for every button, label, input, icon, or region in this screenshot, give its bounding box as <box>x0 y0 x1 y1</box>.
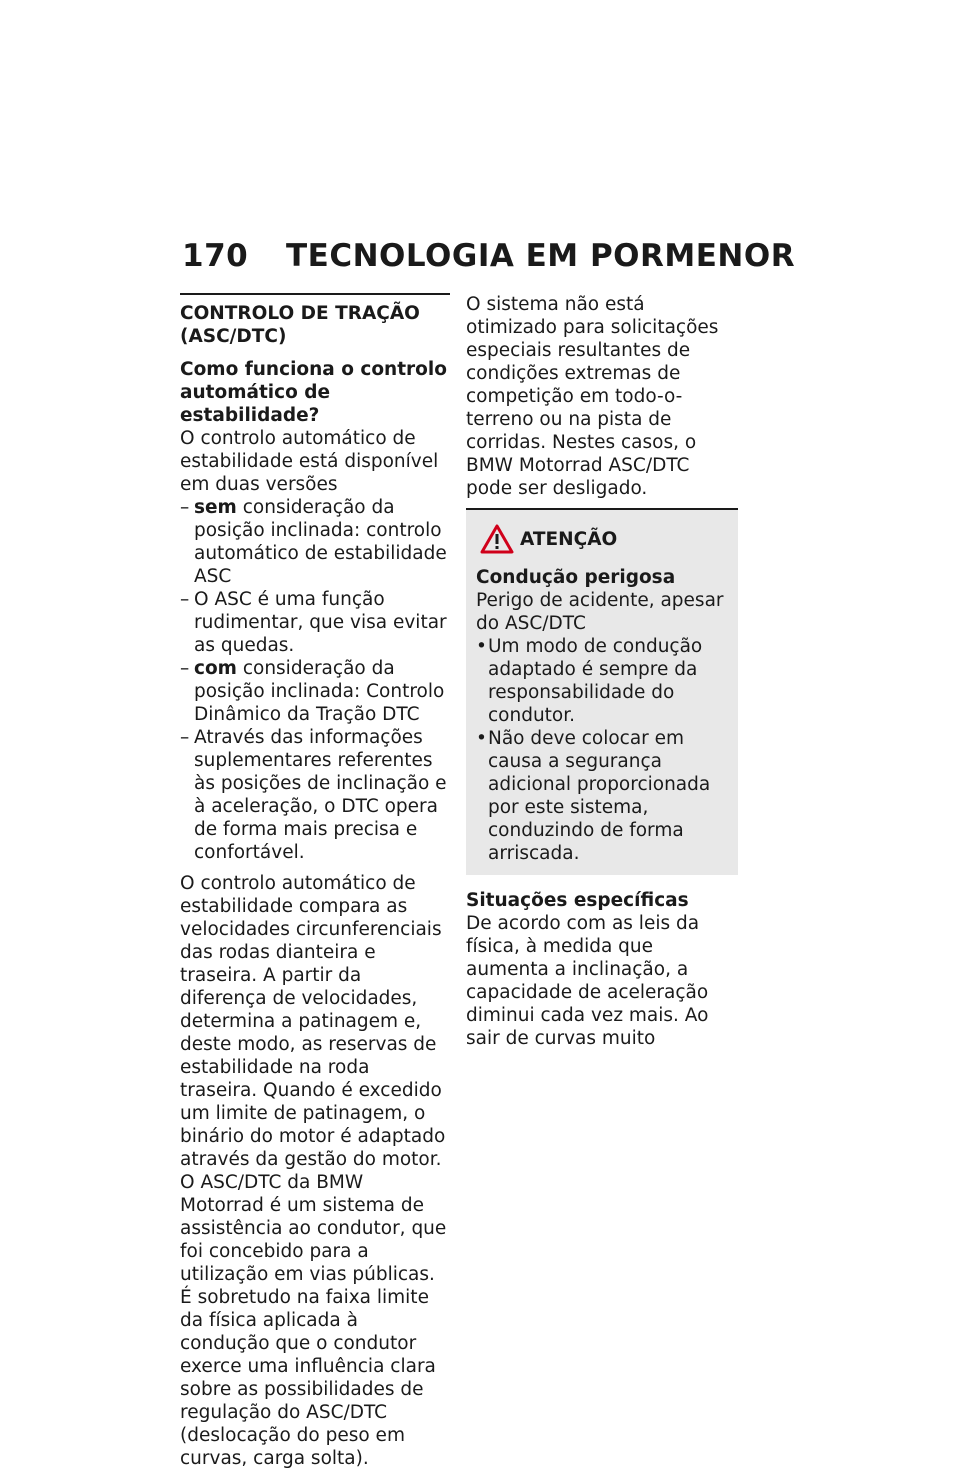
list-item: – sem consideração da posição inclinada: controlo automático de estabilidade ASC <box>180 496 450 588</box>
warning-text: Perigo de acidente, apesar do ASC/DTC <box>476 590 724 634</box>
section-rule <box>180 293 450 295</box>
body-paragraph-continued: O ASC/DTC da BMW Motorrad é um sistema de assistência ao condutor, que foi concebido para a utilização em vias públicas. É sobretudo na faixa limite da física aplicada à condução que o condutor exerce uma influência clara sobre as possibilidades de regulação do ASC/DTC (deslocação do peso em curvas, carga solta). <box>180 1172 447 1469</box>
list-item: – O ASC é uma função rudimentar, que visa evitar as quedas. <box>180 588 450 657</box>
subheading: Como funciona o controlo automático de estabilidade? <box>180 359 447 426</box>
version-list <box>180 496 450 864</box>
warning-box <box>466 508 738 875</box>
list-item: – com consideração da posição inclinada: Controlo Dinâmico da Tração DTC <box>180 657 450 726</box>
section-title: CONTROLO DE TRAÇÃO (ASC/DTC) <box>180 303 420 347</box>
warning-title: ATENÇÃO <box>520 528 618 550</box>
intro-text: O controlo automático de estabilidade está disponível em duas versões <box>180 428 439 495</box>
list-item: • Um modo de condução adaptado é sempre da responsabilidade do condutor. <box>476 635 728 727</box>
list-item: – Através das informações suplementares referentes às posições de inclinação e à aceleração, o DTC opera de forma mais precisa e confortável. <box>180 726 450 864</box>
body-paragraph: O sistema não está otimizado para solicitações especiais resultantes de condições extremas de competição em todo-o-terreno ou na pista de corridas. Nestes casos, o BMW Motorrad ASC/DTC pode ser desligado. <box>466 294 719 499</box>
chapter-title: TECNOLOGIA EM PORMENOR <box>286 238 796 274</box>
warning-heading: Condução perigosa <box>476 567 676 588</box>
page-header <box>180 238 796 278</box>
warning-bullets <box>476 635 728 865</box>
right-column <box>466 293 738 1050</box>
warning-triangle-icon <box>480 524 514 554</box>
warning-header <box>476 524 728 554</box>
page-number: 170 <box>182 238 249 274</box>
body-paragraph: O controlo automático de estabilidade compara as velocidades circunferenciais das rodas dianteira e traseira. A partir da diferença de velocidades, determina a patinagem e, deste modo, as reservas de estabilidade na roda traseira. Quando é excedido um limite de patinagem, o binário do motor é adaptado através da gestão do motor. <box>180 873 446 1170</box>
specific-text: De acordo com as leis da física, à medida que aumenta a inclinação, a capacidade de aceleração diminui cada vez mais. Ao sair de curvas muito <box>466 913 709 1049</box>
left-column <box>180 293 450 1470</box>
list-item: • Não deve colocar em causa a segurança adicional proporcionada por este sistema, conduzindo de forma arriscada. <box>476 727 728 865</box>
specific-heading: Situações específicas <box>466 890 689 911</box>
